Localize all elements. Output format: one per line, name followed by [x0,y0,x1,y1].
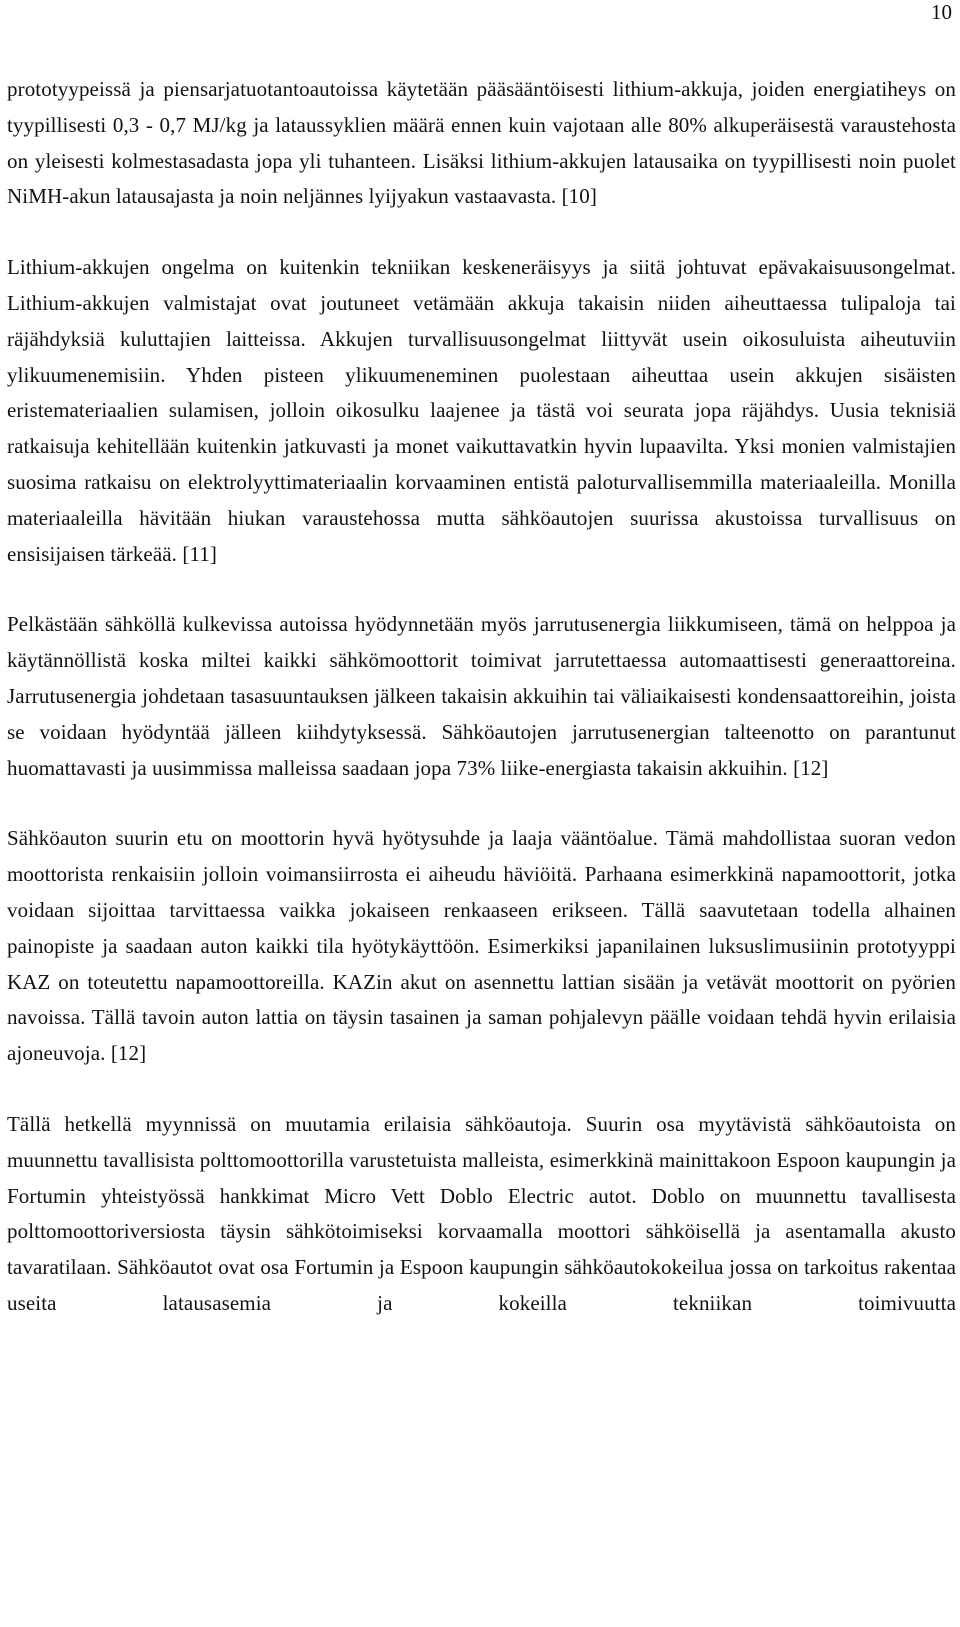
paragraph-available-evs: Tällä hetkellä myynnissä on muutamia erilaisia sähköautoja. Suurin osa myytävistä sähköautoista on muunnettu tavallisista polttomoottorilla varustetuista malleista, esimerkkinä mainittakoon Espoon kaupungin ja Fortumin yhteistyössä hankkimat Micro Vett Doblo Electric autot. Doblo on muunnettu tavallisesta polttomoottoriversiosta täysin sähkötoimiseksi korvaamalla moottori sähköisellä ja asentamalla akusto tavaratilaan. Sähköautot ovat osa Fortumin ja Espoon kaupungin sähköautokokeilua jossa on tarkoitus rakentaa useita latausasemia ja kokeilla tekniikan toimivuutta [7,1111,956,1315]
paragraph-motor-advantages: Sähköauton suurin etu on moottorin hyvä hyötysuhde ja laaja vääntöalue. Tämä mahdollistaa suoran vedon moottorista renkaisiin jolloin voimansiirrosta ei aiheudu häviöitä. Parhaana esimerkkinä napamoottorit, jotka voidaan sijoittaa tarvittaessa vaikka jokaiseen renkaaseen erikseen. Tällä saavutetaan todella alhainen painopiste ja saadaan auton kaikki tila hyötykäyttöön. Esimerkiksi japanilainen luksuslimusiinin prototyyppi KAZ on toteutettu napamoottoreilla. KAZin akut on asennettu lattian sisään ja vetävät moottorit on pyörien navoissa. Tällä tavoin auton lattia on täysin tasainen ja saman pohjalevyn päälle voidaan tehdä hyvin erilaisia ajoneuvoja. [12] [7,826,956,1066]
document-body [7,72,956,1322]
paragraph-lithium-batteries: prototyypeissä ja piensarjatuotantoautoissa käytetään pääsääntöisesti lithium-akkuja, joiden energiatiheys on tyypillisesti 0,3 - 0,7 MJ/kg ja lataussyklien määrä ennen kuin vajotaan alle 80% alkuperäisestä varaustehosta on yleisesti kolmestasadasta jopa yli tuhanteen. Lisäksi lithium-akkujen latausaika on tyypillisesti noin puolet NiMH-akun latausajasta ja noin neljännes lyijyakun vastaavasta. [10] [7,77,956,209]
paragraph-regenerative-braking: Pelkästään sähköllä kulkevissa autoissa hyödynnetään myös jarrutusenergia liikkumiseen, tämä on helppoa ja käytännöllistä koska miltei kaikki sähkömoottorit toimivat jarrutettaessa automaattisesti generaattoreina. Jarrutusenergia johdetaan tasasuuntauksen jälkeen takaisin akkuihin tai väliaikaisesti kondensaattoreihin, joista se voidaan hyödyntää jälleen kiihdytyksessä. Sähköautojen jarrutusenergian talteenotto on parantunut huomattavasti ja uusimmissa malleissa saadaan jopa 73% liike-energiasta takaisin akkuihin. [12] [7,612,956,780]
page-number: 10 [931,0,952,24]
paragraph-lithium-problems: Lithium-akkujen ongelma on kuitenkin tekniikan keskeneräisyys ja siitä johtuvat epävakaisuusongelmat. Lithium-akkujen valmistajat ovat joutuneet vetämään akkuja takaisin niiden aiheuttaessa tulipaloja tai räjähdyksiä kuluttajien laitteissa. Akkujen turvallisuusongelmat liittyvät usein oikosuluista aiheutuviin ylikuumenemisiin. Yhden pisteen ylikuumeneminen puolestaan aiheuttaa usein akkujen sisäisten eristemateriaalien sulamisen, jolloin oikosulku laajenee ja tästä voi seurata jopa räjähdys. Uusia teknisiä ratkaisuja kehitellään kuitenkin jatkuvasti ja monet vaikuttavatkin hyvin lupaavilta. Yksi monien valmistajien suosima ratkaisu on elektrolyyttimateriaalin korvaaminen entistä paloturvallisemmilla materiaaleilla. Monilla materiaaleilla hävitään hiukan varaustehossa mutta sähköautojen suurissa akustoissa turvallisuus on ensisijaisen tärkeää. [11] [7,255,956,566]
